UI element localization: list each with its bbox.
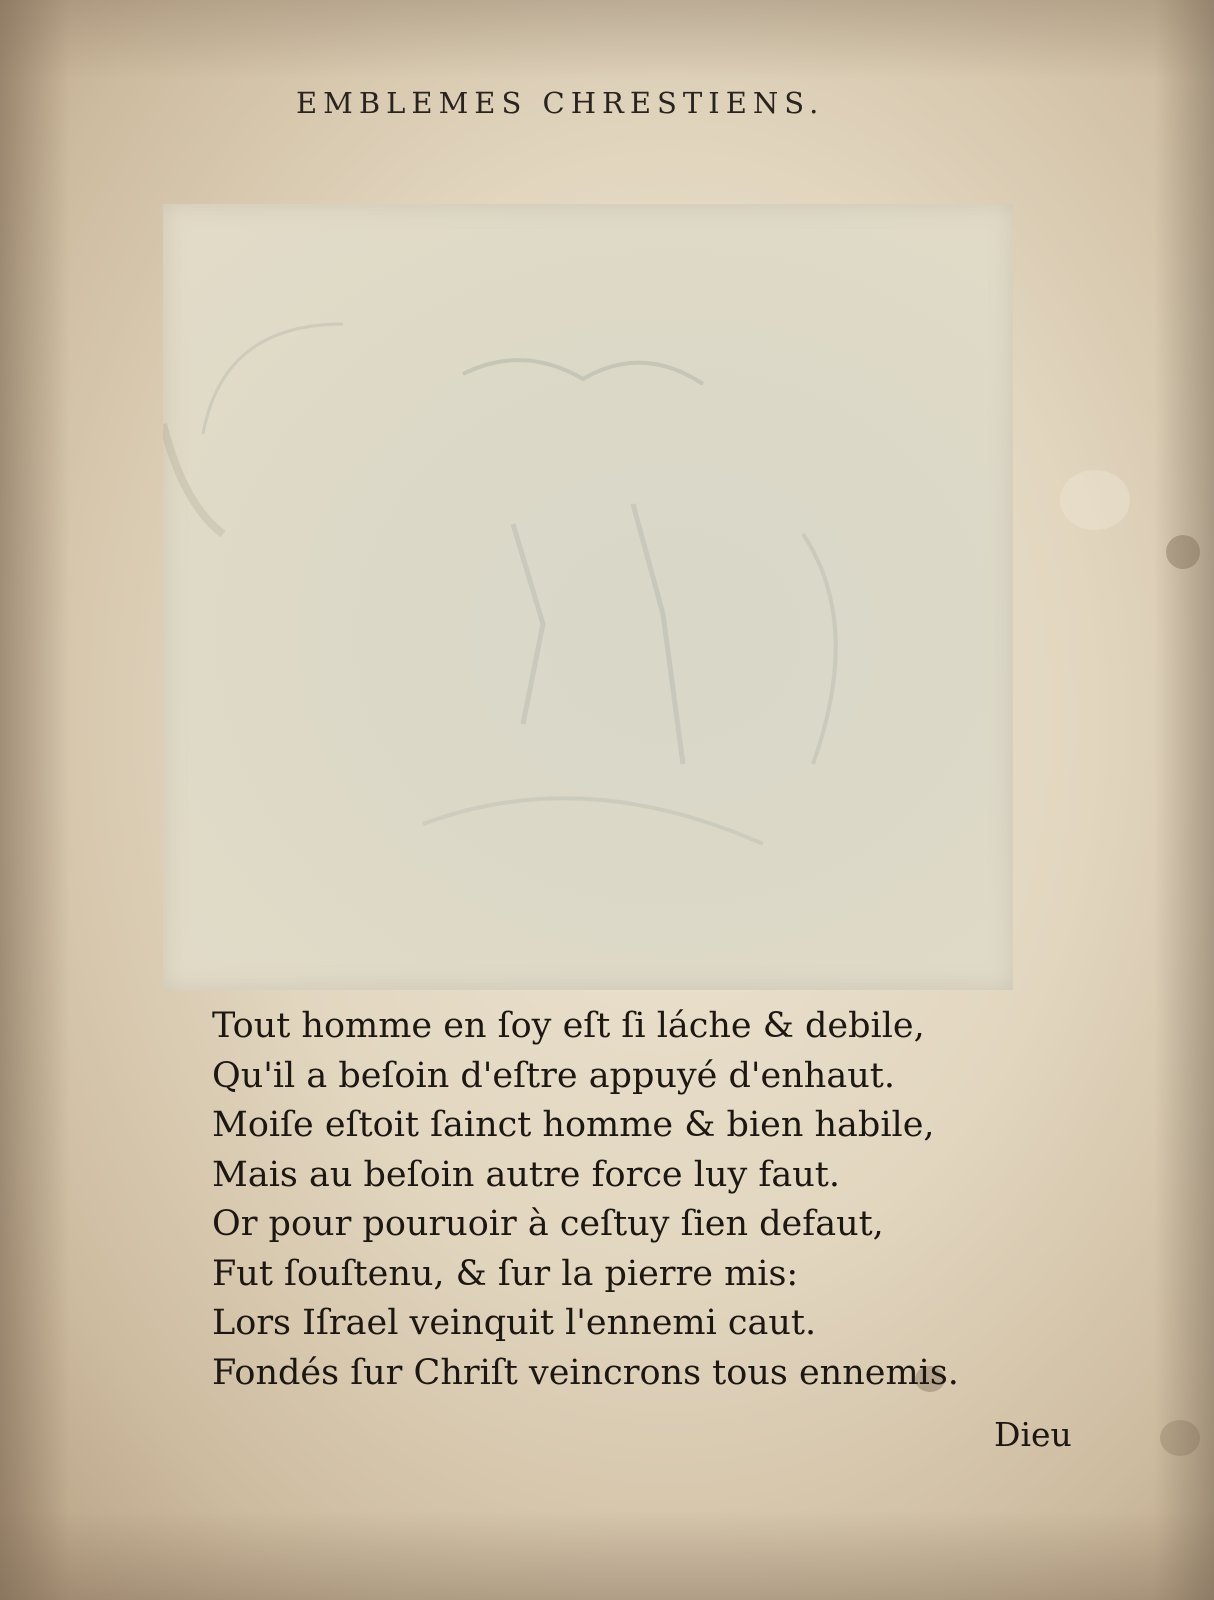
page-edge-shading-left: [0, 0, 70, 1600]
verse-line: Fut ſouſtenu, & ſur la pierre mis:: [212, 1253, 799, 1294]
page-edge-shading-bottom: [0, 1510, 1214, 1600]
faded-engraving-ghost: [163, 204, 1013, 990]
catchword: Dieu: [994, 1415, 1072, 1454]
verse-line: Or pour pouruoir à ceſtuy ſien defaut,: [212, 1204, 884, 1244]
ink-stain: [1160, 1420, 1200, 1456]
page-edge-shading-right: [1154, 0, 1214, 1600]
verse-line: Mais au beſoin autre force luy faut.: [212, 1154, 840, 1195]
verse-line: Fondés ſur Chriſt veincrons tous ennemis.: [212, 1352, 959, 1393]
verse-line: Moiſe eſtoit ſainct homme & bien habile,: [212, 1105, 935, 1145]
ink-stain: [1166, 535, 1200, 569]
verse-line: Lors Iſrael veinquit l'ennemi caut.: [212, 1303, 817, 1343]
verse-stanza: [212, 1002, 1012, 1398]
verse-line: Tout homme en ſoy eſt ſi láche & debile,: [212, 1006, 925, 1046]
page-edge-shading-top: [0, 0, 1214, 80]
ink-stain: [1060, 470, 1130, 530]
verse-line: Qu'il a beſoin d'eſtre appuyé d'enhaut.: [212, 1055, 895, 1096]
emblem-plate-area: [163, 204, 1013, 990]
running-head: EMBLEMES CHRESTIENS.: [296, 86, 825, 120]
